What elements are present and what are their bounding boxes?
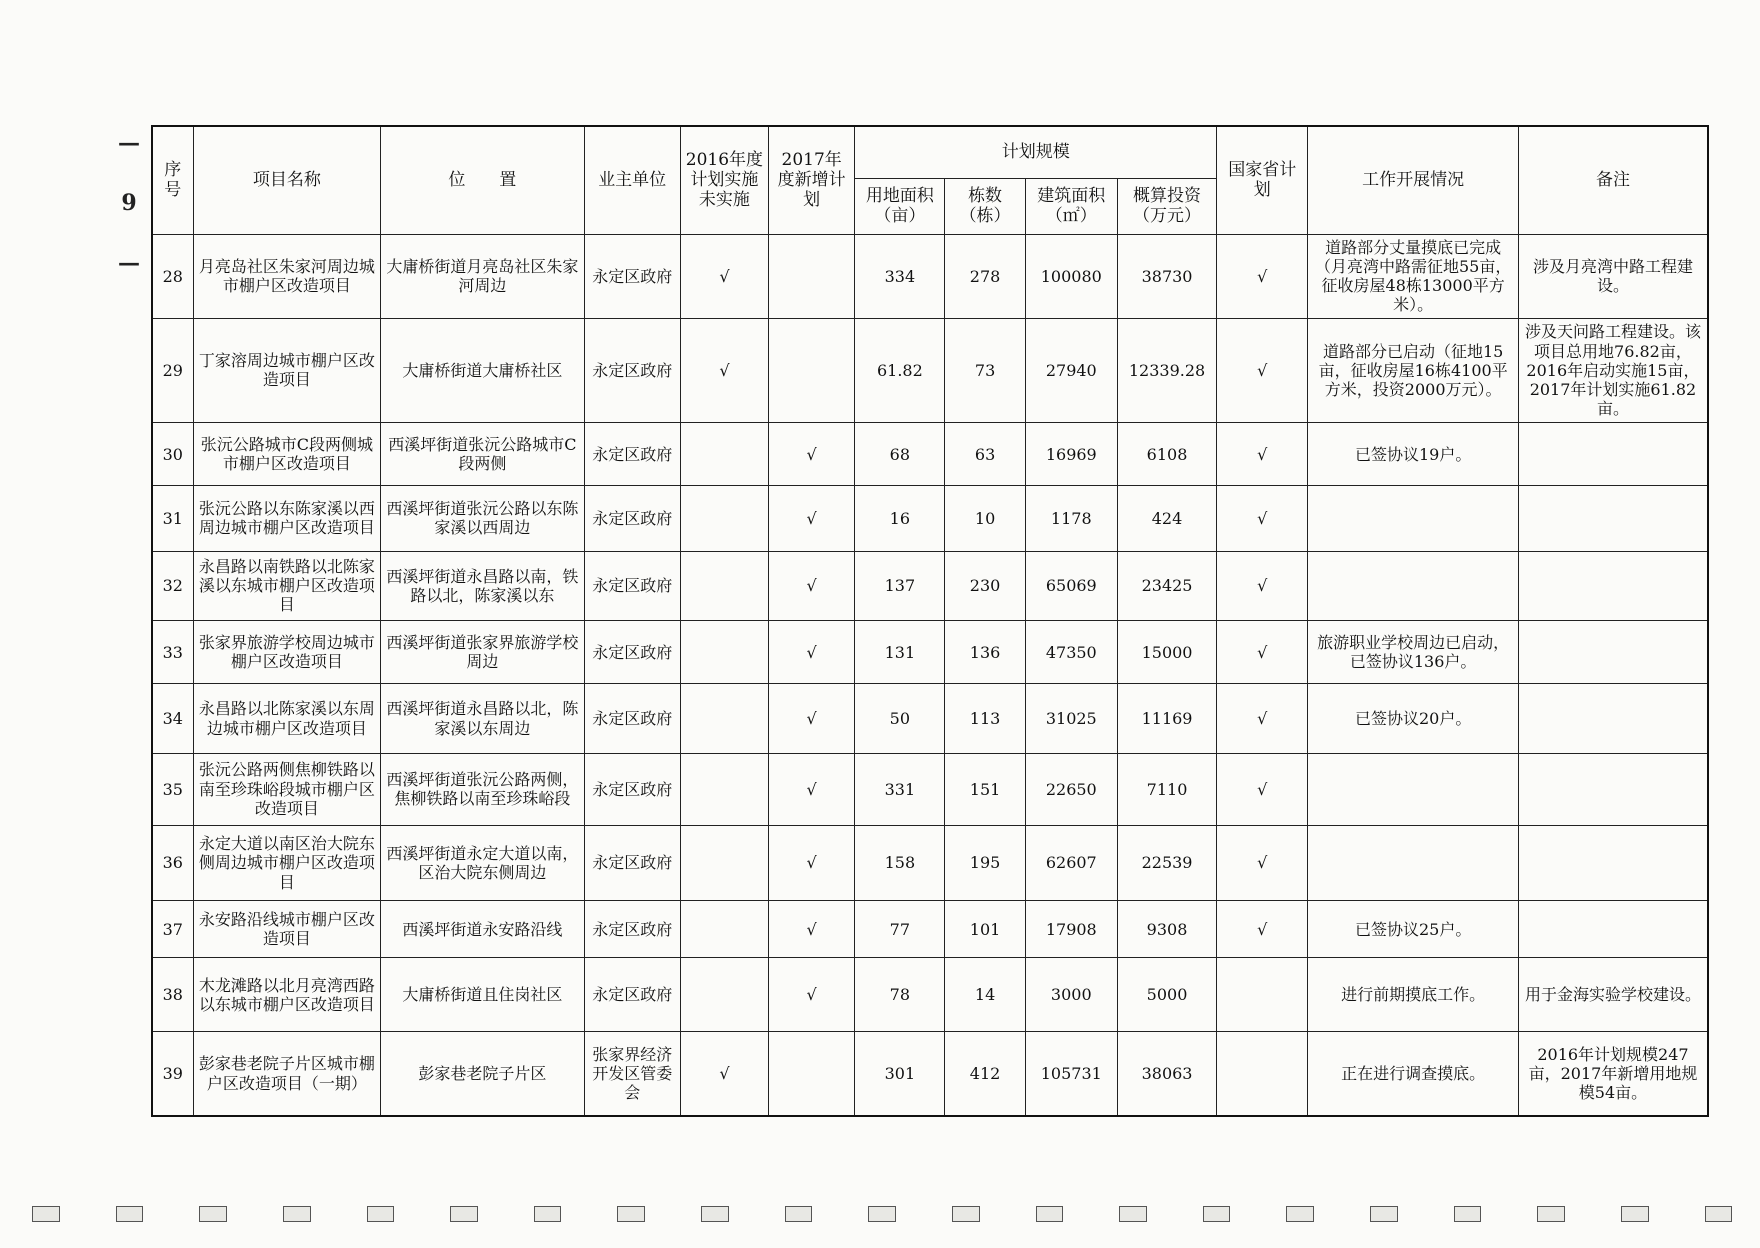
cell-buildings: 136 — [945, 621, 1025, 684]
cell-national-check: √ — [1217, 551, 1308, 621]
cell-floor-area: 16969 — [1025, 423, 1117, 486]
cell-2017-check: √ — [769, 551, 855, 621]
cell-buildings: 63 — [945, 423, 1025, 486]
cell-location: 西溪坪街道张家界旅游学校周边 — [381, 621, 585, 684]
cell-project-name: 张沅公路城市C段两侧城市棚户区改造项目 — [193, 423, 380, 486]
table-row — [152, 901, 1708, 958]
cell-note — [1518, 753, 1708, 825]
cell-2016-check — [680, 551, 768, 621]
cell-note — [1518, 684, 1708, 754]
cell-work-status: 已签协议25户。 — [1308, 901, 1519, 958]
cell-investment: 9308 — [1117, 901, 1216, 958]
cell-owner: 永定区政府 — [584, 684, 680, 754]
cell-note — [1518, 621, 1708, 684]
header-note: 备注 — [1518, 126, 1708, 234]
table-row — [152, 234, 1708, 318]
table-row — [152, 684, 1708, 754]
cell-seq: 35 — [152, 753, 193, 825]
cell-2016-check — [680, 621, 768, 684]
cell-project-name: 张家界旅游学校周边城市棚户区改造项目 — [193, 621, 380, 684]
cell-project-name: 永定大道以南区治大院东侧周边城市棚户区改造项目 — [193, 825, 380, 901]
cell-owner: 永定区政府 — [584, 825, 680, 901]
header-location: 位 置 — [381, 126, 585, 234]
cell-project-name: 张沅公路以东陈家溪以西周边城市棚户区改造项目 — [193, 486, 380, 551]
header-work: 工作开展情况 — [1308, 126, 1519, 234]
cell-note: 涉及天问路工程建设。该项目总用地76.82亩，2016年启动实施15亩，2017年计划实施61.82亩。 — [1518, 318, 1708, 422]
cell-owner: 永定区政府 — [584, 486, 680, 551]
header-name: 项目名称 — [193, 126, 380, 234]
cell-national-check — [1217, 1032, 1308, 1116]
cell-floor-area: 65069 — [1025, 551, 1117, 621]
cell-2016-check: √ — [680, 1032, 768, 1116]
cell-national-check: √ — [1217, 234, 1308, 318]
cell-floor-area: 31025 — [1025, 684, 1117, 754]
cell-owner: 永定区政府 — [584, 423, 680, 486]
cell-work-status: 道路部分丈量摸底已完成（月亮湾中路需征地55亩，征收房屋48栋13000平方米）。 — [1308, 234, 1519, 318]
cell-investment: 12339.28 — [1117, 318, 1216, 422]
cell-buildings: 10 — [945, 486, 1025, 551]
cell-location: 西溪坪街道永昌路以南，铁路以北，陈家溪以东 — [381, 551, 585, 621]
cell-floor-area: 47350 — [1025, 621, 1117, 684]
cell-national-check: √ — [1217, 486, 1308, 551]
cell-owner: 永定区政府 — [584, 234, 680, 318]
cell-2017-check: √ — [769, 486, 855, 551]
cell-location: 西溪坪街道张沅公路城市C段两侧 — [381, 423, 585, 486]
cell-seq: 34 — [152, 684, 193, 754]
cell-area: 77 — [855, 901, 945, 958]
cell-2017-check: √ — [769, 423, 855, 486]
cell-floor-area: 62607 — [1025, 825, 1117, 901]
cell-owner: 永定区政府 — [584, 958, 680, 1032]
cell-note — [1518, 551, 1708, 621]
cell-area: 137 — [855, 551, 945, 621]
cell-work-status — [1308, 753, 1519, 825]
cell-seq: 32 — [152, 551, 193, 621]
table-row — [152, 486, 1708, 551]
project-table — [151, 125, 1709, 1117]
cell-2017-check — [769, 234, 855, 318]
cell-project-name: 张沅公路两侧焦柳铁路以南至珍珠峪段城市棚户区改造项目 — [193, 753, 380, 825]
table-row — [152, 621, 1708, 684]
cell-note — [1518, 901, 1708, 958]
cell-work-status: 已签协议20户。 — [1308, 684, 1519, 754]
cell-location: 大庸桥街道月亮岛社区朱家河周边 — [381, 234, 585, 318]
cell-2016-check — [680, 753, 768, 825]
header-plan-scale: 计划规模 — [855, 126, 1217, 178]
cell-seq: 38 — [152, 958, 193, 1032]
cell-buildings: 101 — [945, 901, 1025, 958]
cell-floor-area: 17908 — [1025, 901, 1117, 958]
cell-note: 用于金海实验学校建设。 — [1518, 958, 1708, 1032]
cell-owner: 永定区政府 — [584, 621, 680, 684]
cell-national-check: √ — [1217, 753, 1308, 825]
cell-work-status — [1308, 551, 1519, 621]
cell-national-check: √ — [1217, 901, 1308, 958]
cell-investment: 7110 — [1117, 753, 1216, 825]
cell-2016-check: √ — [680, 234, 768, 318]
cell-seq: 30 — [152, 423, 193, 486]
cell-project-name: 月亮岛社区朱家河周边城市棚户区改造项目 — [193, 234, 380, 318]
cell-national-check: √ — [1217, 318, 1308, 422]
header-investment: 概算投资（万元） — [1117, 178, 1216, 234]
cell-area: 50 — [855, 684, 945, 754]
cell-area: 334 — [855, 234, 945, 318]
cell-area: 301 — [855, 1032, 945, 1116]
cell-investment: 38730 — [1117, 234, 1216, 318]
cell-project-name: 丁家溶周边城市棚户区改造项目 — [193, 318, 380, 422]
cell-project-name: 永昌路以北陈家溪以东周边城市棚户区改造项目 — [193, 684, 380, 754]
cell-project-name: 木龙滩路以北月亮湾西路以东城市棚户区改造项目 — [193, 958, 380, 1032]
cell-floor-area: 100080 — [1025, 234, 1117, 318]
table-row — [152, 753, 1708, 825]
cell-work-status — [1308, 486, 1519, 551]
cell-seq: 39 — [152, 1032, 193, 1116]
cell-national-check: √ — [1217, 423, 1308, 486]
cell-2017-check — [769, 318, 855, 422]
cell-area: 158 — [855, 825, 945, 901]
header-2017: 2017年度新增计划 — [769, 126, 855, 234]
cell-note: 涉及月亮湾中路工程建设。 — [1518, 234, 1708, 318]
cell-national-check: √ — [1217, 684, 1308, 754]
cell-seq: 31 — [152, 486, 193, 551]
cell-2016-check — [680, 423, 768, 486]
cell-investment: 6108 — [1117, 423, 1216, 486]
header-2016: 2016年度计划实施未实施 — [680, 126, 768, 234]
cell-note — [1518, 423, 1708, 486]
table-row — [152, 1032, 1708, 1116]
table-row — [152, 551, 1708, 621]
cell-seq: 33 — [152, 621, 193, 684]
cell-2017-check: √ — [769, 958, 855, 1032]
cell-2016-check — [680, 684, 768, 754]
cell-2017-check — [769, 1032, 855, 1116]
scan-edge-marks — [32, 1206, 1732, 1224]
cell-investment: 11169 — [1117, 684, 1216, 754]
table-row — [152, 423, 1708, 486]
cell-project-name: 彭家巷老院子片区城市棚户区改造项目（一期） — [193, 1032, 380, 1116]
cell-floor-area: 27940 — [1025, 318, 1117, 422]
cell-note — [1518, 486, 1708, 551]
cell-buildings: 195 — [945, 825, 1025, 901]
table-row — [152, 318, 1708, 422]
cell-owner: 永定区政府 — [584, 901, 680, 958]
cell-investment: 15000 — [1117, 621, 1216, 684]
cell-location: 西溪坪街道永安路沿线 — [381, 901, 585, 958]
cell-buildings: 412 — [945, 1032, 1025, 1116]
cell-2017-check: √ — [769, 753, 855, 825]
table-body — [152, 234, 1708, 1116]
cell-note — [1518, 825, 1708, 901]
cell-work-status: 正在进行调查摸底。 — [1308, 1032, 1519, 1116]
cell-work-status: 进行前期摸底工作。 — [1308, 958, 1519, 1032]
cell-area: 131 — [855, 621, 945, 684]
cell-location: 西溪坪街道永昌路以北，陈家溪以东周边 — [381, 684, 585, 754]
cell-national-check: √ — [1217, 825, 1308, 901]
cell-location: 大庸桥街道大庸桥社区 — [381, 318, 585, 422]
cell-work-status: 旅游职业学校周边已启动，已签协议136户。 — [1308, 621, 1519, 684]
cell-2016-check — [680, 825, 768, 901]
cell-buildings: 278 — [945, 234, 1025, 318]
cell-buildings: 230 — [945, 551, 1025, 621]
header-owner: 业主单位 — [584, 126, 680, 234]
cell-work-status: 已签协议19户。 — [1308, 423, 1519, 486]
cell-2016-check — [680, 901, 768, 958]
table-row — [152, 958, 1708, 1032]
cell-area: 331 — [855, 753, 945, 825]
cell-investment: 22539 — [1117, 825, 1216, 901]
cell-buildings: 151 — [945, 753, 1025, 825]
cell-seq: 36 — [152, 825, 193, 901]
cell-investment: 424 — [1117, 486, 1216, 551]
cell-owner: 永定区政府 — [584, 753, 680, 825]
cell-buildings: 14 — [945, 958, 1025, 1032]
cell-floor-area: 1178 — [1025, 486, 1117, 551]
cell-area: 68 — [855, 423, 945, 486]
cell-2016-check — [680, 958, 768, 1032]
table-row — [152, 825, 1708, 901]
header-buildings: 栋数（栋） — [945, 178, 1025, 234]
cell-seq: 29 — [152, 318, 193, 422]
cell-buildings: 73 — [945, 318, 1025, 422]
cell-location: 彭家巷老院子片区 — [381, 1032, 585, 1116]
cell-work-status — [1308, 825, 1519, 901]
cell-2017-check: √ — [769, 825, 855, 901]
cell-investment: 38063 — [1117, 1032, 1216, 1116]
page-number: — 9 — — [116, 130, 142, 280]
header-seq: 序号 — [152, 126, 193, 234]
cell-2016-check — [680, 486, 768, 551]
cell-note: 2016年计划规模247亩，2017年新增用地规模54亩。 — [1518, 1032, 1708, 1116]
cell-owner: 永定区政府 — [584, 551, 680, 621]
cell-national-check: √ — [1217, 621, 1308, 684]
cell-2017-check: √ — [769, 684, 855, 754]
cell-investment: 23425 — [1117, 551, 1216, 621]
cell-2017-check: √ — [769, 901, 855, 958]
cell-buildings: 113 — [945, 684, 1025, 754]
cell-location: 西溪坪街道张沅公路两侧，焦柳铁路以南至珍珠峪段 — [381, 753, 585, 825]
header-national: 国家省计划 — [1217, 126, 1308, 234]
cell-location: 西溪坪街道张沅公路以东陈家溪以西周边 — [381, 486, 585, 551]
cell-work-status: 道路部分已启动（征地15亩，征收房屋16栋4100平方米，投资2000万元）。 — [1308, 318, 1519, 422]
cell-area: 61.82 — [855, 318, 945, 422]
cell-2017-check: √ — [769, 621, 855, 684]
cell-investment: 5000 — [1117, 958, 1216, 1032]
cell-national-check — [1217, 958, 1308, 1032]
cell-seq: 28 — [152, 234, 193, 318]
header-area: 用地面积（亩） — [855, 178, 945, 234]
cell-floor-area: 3000 — [1025, 958, 1117, 1032]
cell-2016-check: √ — [680, 318, 768, 422]
cell-area: 78 — [855, 958, 945, 1032]
cell-owner: 张家界经济开发区管委会 — [584, 1032, 680, 1116]
cell-project-name: 永昌路以南铁路以北陈家溪以东城市棚户区改造项目 — [193, 551, 380, 621]
cell-floor-area: 22650 — [1025, 753, 1117, 825]
cell-project-name: 永安路沿线城市棚户区改造项目 — [193, 901, 380, 958]
cell-location: 大庸桥街道且住岗社区 — [381, 958, 585, 1032]
cell-location: 西溪坪街道永定大道以南，区治大院东侧周边 — [381, 825, 585, 901]
header-floor-area: 建筑面积（㎡） — [1025, 178, 1117, 234]
cell-floor-area: 105731 — [1025, 1032, 1117, 1116]
cell-area: 16 — [855, 486, 945, 551]
cell-owner: 永定区政府 — [584, 318, 680, 422]
cell-seq: 37 — [152, 901, 193, 958]
